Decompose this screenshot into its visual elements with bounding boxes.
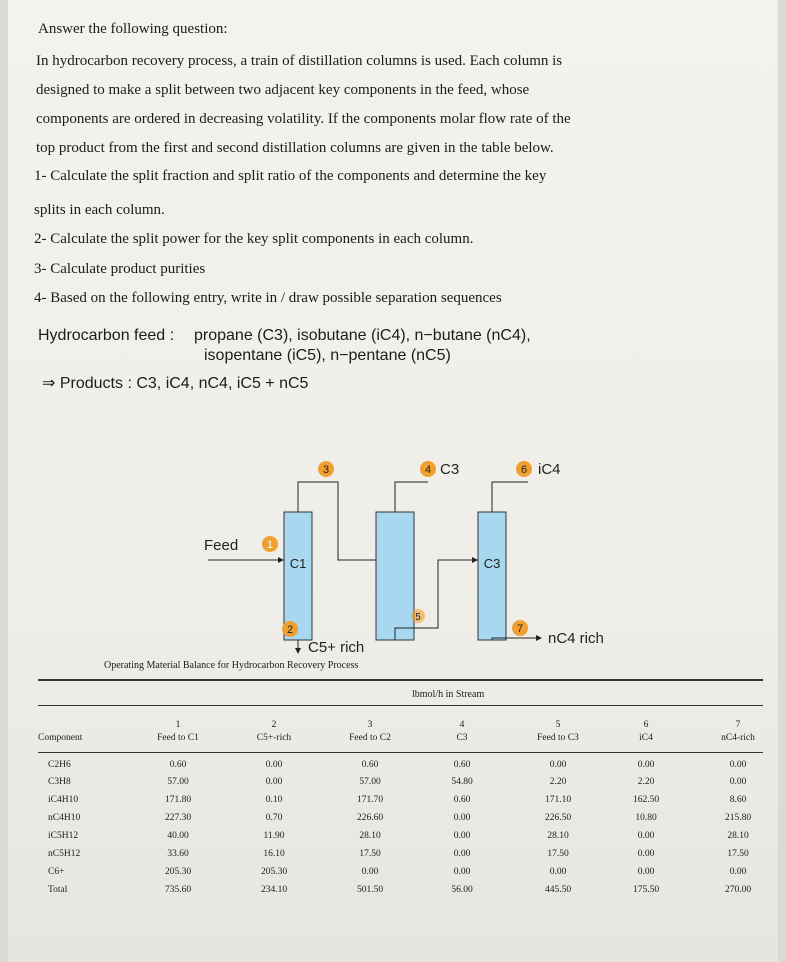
component-name: nC4H10 <box>48 813 81 823</box>
component-name: iC4H10 <box>48 795 79 805</box>
task-4: 4- Based on the following entry, write in / draw possible separation sequences <box>34 290 502 306</box>
svg-text:7: 7 <box>516 623 524 635</box>
table-top-rule <box>38 679 763 681</box>
table-cell: 28.10 <box>547 831 569 841</box>
table-cell: 226.60 <box>356 813 384 823</box>
table-cell: 17.50 <box>727 849 749 859</box>
table-cell: 0.00 <box>453 831 471 841</box>
c3-product-label: C3 <box>440 461 460 478</box>
question-heading: Answer the following question: <box>38 21 228 37</box>
table-units: lbmol/h in Stream <box>412 689 485 700</box>
table-cell: 11.90 <box>263 831 285 841</box>
table-cell: 28.10 <box>727 831 749 841</box>
table-cell: 501.50 <box>356 885 384 895</box>
svg-text:6: 6 <box>520 464 528 476</box>
table-cell: 0.00 <box>637 867 655 877</box>
table-cell: 234.10 <box>260 885 288 895</box>
products-line: ⇒ Products : C3, iC4, nC4, iC5 + nC5 <box>42 375 309 392</box>
table-cell: 2.20 <box>637 777 655 787</box>
table-cell: 16.10 <box>263 849 285 859</box>
table-cell: 171.10 <box>544 795 572 805</box>
table-cell: 0.00 <box>361 867 379 877</box>
table-cell: 28.10 <box>359 831 381 841</box>
stream-number-header: 7 <box>735 720 741 730</box>
column-c2 <box>376 512 414 640</box>
svg-text:3: 3 <box>322 464 330 476</box>
c5-rich-label: C5+ rich <box>308 639 365 656</box>
column-c3 <box>478 512 506 640</box>
table-cell: 0.00 <box>453 867 471 877</box>
table-cell: 0.10 <box>265 795 283 805</box>
component-name: iC5H12 <box>48 831 79 841</box>
table-cell: 270.00 <box>724 885 752 895</box>
feed-arrow-icon <box>278 557 284 563</box>
table-cell: 0.00 <box>453 813 471 823</box>
table-cell: 0.00 <box>265 777 283 787</box>
column-header: Feed to C1 <box>157 733 199 743</box>
table-cell: 0.60 <box>361 760 379 770</box>
diagram-caption: Operating Material Balance for Hydrocarbon Recovery Process <box>104 660 359 671</box>
table-cell: 0.00 <box>453 849 471 859</box>
column-header: Feed to C2 <box>349 733 391 743</box>
hydrocarbon-feed-line2: isopentane (iC5), n−pentane (nC5) <box>204 347 451 364</box>
table-cell: 205.30 <box>260 867 288 877</box>
table-cell: 226.50 <box>544 813 572 823</box>
stream-number-header: 3 <box>367 720 373 730</box>
table-cell: 0.00 <box>549 760 567 770</box>
svg-text:4: 4 <box>424 464 432 476</box>
process-diagram <box>8 440 778 680</box>
column-header: Feed to C3 <box>537 733 579 743</box>
table-cell: 40.00 <box>167 831 189 841</box>
table-cell: 0.60 <box>453 795 471 805</box>
table-cell: 57.00 <box>359 777 381 787</box>
diagram-feed-label: Feed <box>204 537 239 554</box>
stream-number-header: 1 <box>175 720 181 730</box>
table-cell: 17.50 <box>359 849 381 859</box>
table-cell: 0.00 <box>637 831 655 841</box>
svg-text:5: 5 <box>415 612 421 623</box>
table-cell: 0.60 <box>453 760 471 770</box>
column-header: C5+-rich <box>256 733 292 743</box>
table-cell: 54.80 <box>451 777 473 787</box>
table-cell: 57.00 <box>167 777 189 787</box>
c2-overhead-line <box>395 482 428 512</box>
hydrocarbon-feed-line1: propane (C3), isobutane (iC4), n−butane (nC4), <box>194 327 531 344</box>
component-name: C6+ <box>48 867 65 877</box>
table-cell: 0.00 <box>549 867 567 877</box>
component-name: C3H8 <box>48 777 71 787</box>
table-cell: 0.00 <box>637 760 655 770</box>
table-cell: 205.30 <box>164 867 192 877</box>
table-header-rule <box>38 752 763 753</box>
column-header: C3 <box>456 733 468 743</box>
stream-number-header: 4 <box>459 720 465 730</box>
c3-overhead-line <box>492 482 528 512</box>
component-name: Total <box>48 885 68 895</box>
column-c1 <box>284 512 312 640</box>
table-cell: 56.00 <box>451 885 473 895</box>
table-cell: 0.00 <box>729 760 747 770</box>
table-cell: 162.50 <box>632 795 660 805</box>
question-paragraph-line: components are ordered in decreasing volatility. If the components molar flow rate of the <box>36 111 571 127</box>
table-cell: 0.70 <box>265 813 283 823</box>
nc4-rich-label: nC4 rich <box>548 630 604 647</box>
table-cell: 171.80 <box>164 795 192 805</box>
column-header: nC4-rich <box>721 733 755 743</box>
question-paragraph-line: designed to make a split between two adjacent key components in the feed, whose <box>36 82 530 98</box>
table-cell: 227.30 <box>164 813 192 823</box>
table-cell: 10.80 <box>635 813 657 823</box>
table-cell: 171.70 <box>356 795 384 805</box>
table-cell: 0.00 <box>729 777 747 787</box>
table-cell: 215.80 <box>724 813 752 823</box>
stream-number-header: 2 <box>271 720 277 730</box>
document-page <box>8 0 778 962</box>
table-cell: 0.00 <box>265 760 283 770</box>
question-paragraph-line: In hydrocarbon recovery process, a train of distillation columns is used. Each column is <box>36 53 563 69</box>
table-cell: 0.00 <box>729 867 747 877</box>
task-1-continued: splits in each column. <box>34 202 165 218</box>
component-name: C2H6 <box>48 760 71 770</box>
c3-feed-arrow-icon <box>472 557 478 563</box>
task-3: 3- Calculate product purities <box>34 261 206 277</box>
table-cell: 8.60 <box>729 795 747 805</box>
svg-text:2: 2 <box>286 624 294 636</box>
svg-text:1: 1 <box>266 539 274 551</box>
stream-number-header: 6 <box>643 720 649 730</box>
table-cell: 445.50 <box>544 885 572 895</box>
ic4-product-label: iC4 <box>538 461 561 478</box>
question-paragraph-line: top product from the first and second distillation columns are given in the table below. <box>36 140 554 156</box>
column-header: iC4 <box>639 733 653 743</box>
table-units-rule <box>38 705 763 706</box>
stream-number-header: 5 <box>555 720 561 730</box>
task-2: 2- Calculate the split power for the key split components in each column. <box>34 231 474 247</box>
task-1: 1- Calculate the split fraction and split ratio of the components and determine the key <box>34 168 547 184</box>
table-cell: 0.00 <box>637 849 655 859</box>
hydrocarbon-feed-label: Hydrocarbon feed : <box>38 327 175 344</box>
component-name: nC5H12 <box>48 849 81 859</box>
table-cell: 17.50 <box>547 849 569 859</box>
table-cell: 0.60 <box>169 760 187 770</box>
table-cell: 735.60 <box>164 885 192 895</box>
c1-bottoms-arrow-icon <box>295 648 301 654</box>
table-cell: 175.50 <box>632 885 660 895</box>
table-cell: 2.20 <box>549 777 567 787</box>
table-cell: 33.60 <box>167 849 189 859</box>
component-header: Component <box>38 733 83 743</box>
c1-label: C1 <box>289 556 307 571</box>
c3-label: C3 <box>483 556 501 571</box>
c3-bottoms-arrow-icon <box>536 635 542 641</box>
